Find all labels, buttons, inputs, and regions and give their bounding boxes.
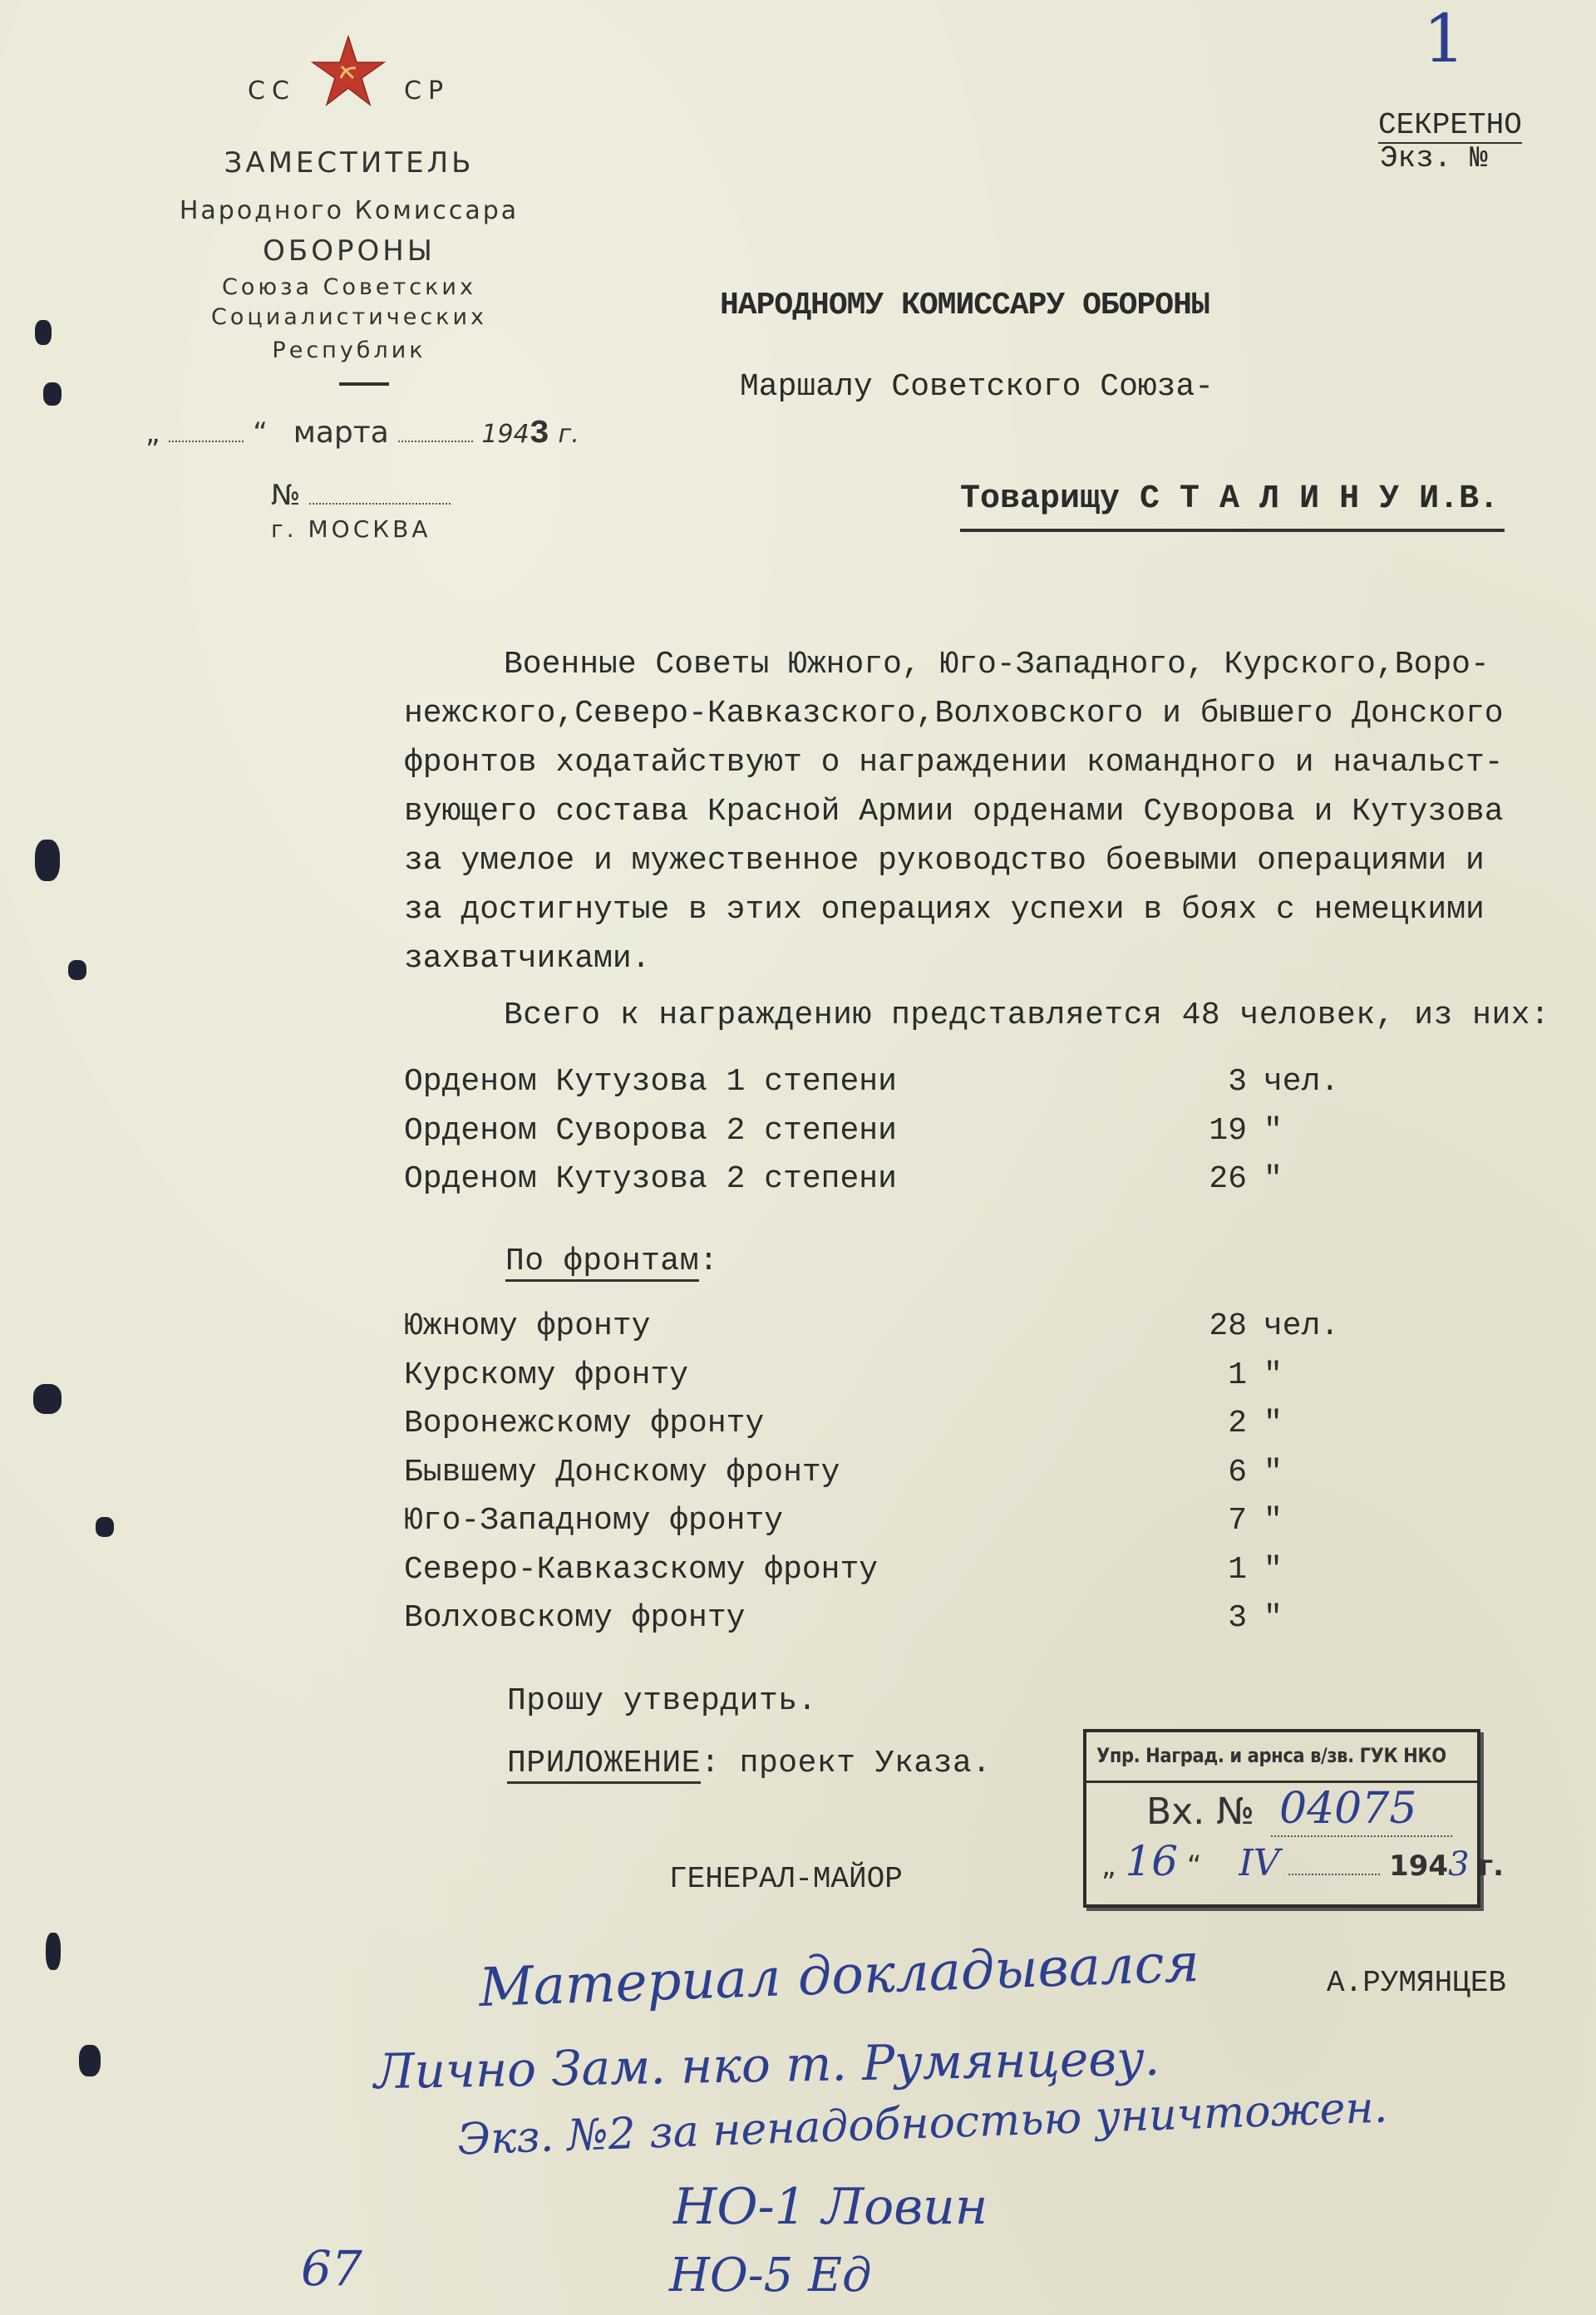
fronts-heading-text: По фронтам [505,1244,699,1282]
order-label: Орденом Кутузова 2 степени [404,1161,897,1197]
addressee-name: Товарищу С Т А Л И Н У И.В. [960,480,1500,518]
stamp-month: IV [1239,1842,1280,1884]
request-line: Прошу утвердить. [507,1683,817,1719]
front-unit: " [1264,1600,1283,1636]
front-count: 1 [1228,1357,1247,1393]
date-day-blank [169,441,244,442]
order-unit: " [1264,1161,1283,1197]
date-month: марта [293,416,389,450]
stamp-year-suffix: г. [1478,1850,1505,1883]
order-unit: " [1264,1113,1283,1149]
attachment-text: : проект Указа. [701,1746,992,1781]
stamp-incoming-label: Вх. № [1146,1790,1254,1833]
addressee-underline [960,529,1505,532]
letterhead-divider [339,382,389,386]
date-line [145,416,579,453]
order-unit: чел. [1264,1064,1340,1100]
country-abbr-right: СР [404,76,451,106]
fronts-heading-colon: : [699,1244,719,1279]
stamp-date [1101,1837,1504,1885]
handwritten-note: Материал докладывался [477,1932,1200,2020]
body-line: вующего состава Красной Армии орденами Суворова и Кутузова [404,794,1504,830]
city: г. МОСКВА [271,515,431,543]
number-field [271,479,451,512]
addressee-title: НАРОДНОМУ КОМИССАРУ ОБОРОНЫ [720,288,1209,323]
stamp-date-blank [1288,1874,1380,1875]
number-blank [309,503,451,505]
front-count: 2 [1228,1406,1247,1441]
handwritten-note: Лично Зам. нко т. Румянцеву. [373,2029,1160,2101]
date-suffix: г. [558,420,579,449]
binder-mark [35,320,52,345]
front-label: Волховскому фронту [404,1600,746,1636]
body-line: за умелое и мужественное руководство боевыми операциями и [404,843,1485,879]
date-open-quote: „ [145,416,160,450]
date-year-typed: 3 [529,416,549,453]
front-label: Юго-Западному фронту [404,1503,784,1539]
binder-mark [96,1517,114,1537]
handwritten-note: НО-1 Ловин [673,2178,988,2236]
date-year-printed: 194 [481,420,530,449]
binder-mark [33,1384,62,1414]
order-count: 3 [1228,1064,1247,1100]
attachment-line [507,1746,992,1781]
stamp-header-rule [1086,1781,1477,1783]
addressee-rank: Маршалу Советского Союза- [740,369,1214,405]
binder-mark [46,1933,61,1970]
front-count: 28 [1209,1308,1247,1344]
front-unit: " [1264,1455,1283,1490]
letterhead-defense: ОБОРОНЫ [263,234,436,268]
front-label: Южному фронту [404,1308,651,1344]
order-label: Орденом Кутузова 1 степени [404,1064,897,1100]
front-count: 3 [1228,1600,1247,1636]
stamp-quote-open: „ [1101,1850,1116,1883]
letterhead-union: Союза Советских [222,274,476,300]
date-blank [398,441,473,442]
stamp-header: Упр. Наград. и арнса в/зв. ГУК НКО [1096,1744,1446,1767]
front-label: Воронежскому фронту [404,1406,765,1441]
registration-stamp [1083,1729,1505,1908]
country-abbr-left: СС [248,76,296,106]
binder-mark [43,382,62,406]
front-unit: чел. [1264,1308,1340,1344]
fronts-heading [505,1244,718,1279]
stamp-incoming-number: 04075 [1279,1784,1417,1834]
order-label: Орденом Суворова 2 степени [404,1113,897,1149]
attachment-label: ПРИЛОЖЕНИЕ [507,1746,701,1784]
signature-rank: ГЕНЕРАЛ-МАЙОР [669,1862,903,1896]
stamp-year: 194 [1389,1850,1449,1883]
soviet-star-icon [311,35,386,108]
front-label: Бывшему Донскому фронту [404,1455,840,1490]
order-count: 19 [1209,1113,1247,1149]
handwritten-margin-number: 67 [301,2240,362,2297]
stamp-quote-close: “ [1186,1850,1202,1883]
classification-copy: Экз. № [1380,141,1488,175]
body-line: Военные Советы Южного, Юго-Западного, Курского,Воро- [504,647,1490,682]
handwritten-note: НО-5 Ед [669,2249,872,2303]
front-label: Северо-Кавказскому фронту [404,1552,879,1588]
front-unit: " [1264,1357,1283,1393]
body-line: нежского,Северо-Кавказского,Волховского и бывшего Донского [404,696,1504,731]
order-count: 26 [1209,1161,1247,1197]
total-line: Всего к награждению представляется 48 человек, из них: [504,997,1550,1033]
front-unit: " [1264,1406,1283,1441]
binder-mark [35,840,60,881]
letterhead-title: ЗАМЕСТИТЕЛЬ [224,146,475,180]
page-number-handwritten: 1 [1423,0,1465,77]
body-line: за достигнутые в этих операциях успехи в боях с немецкими [404,892,1485,928]
binder-mark [79,2045,101,2076]
signature-name: А.РУМЯНЦЕВ [1327,1966,1507,2000]
letterhead-socialist: Социалистических [210,304,487,330]
front-count: 7 [1228,1503,1247,1539]
classification-label: СЕКРЕТНО [1378,108,1522,142]
front-label: Курскому фронту [404,1357,689,1393]
front-count: 1 [1228,1552,1247,1588]
body-line: фронтов ходатайствуют о награждении командного и начальст- [404,745,1504,781]
front-count: 6 [1228,1455,1247,1490]
body-line: захватчиками. [404,941,651,977]
stamp-year-handwritten: 3 [1448,1845,1470,1884]
stamp-day: 16 [1125,1837,1179,1885]
front-unit: " [1264,1503,1283,1539]
letterhead-subtitle: Народного Комиссара [179,196,520,225]
number-label: № [271,479,301,512]
date-close-quote: “ [253,416,268,450]
front-unit: " [1264,1552,1283,1588]
handwritten-note: Экз. №2 за ненадобностью уничтожен. [456,2082,1389,2165]
letterhead-republics: Республик [272,337,426,363]
body-paragraph [404,640,1568,983]
binder-mark [68,960,86,980]
